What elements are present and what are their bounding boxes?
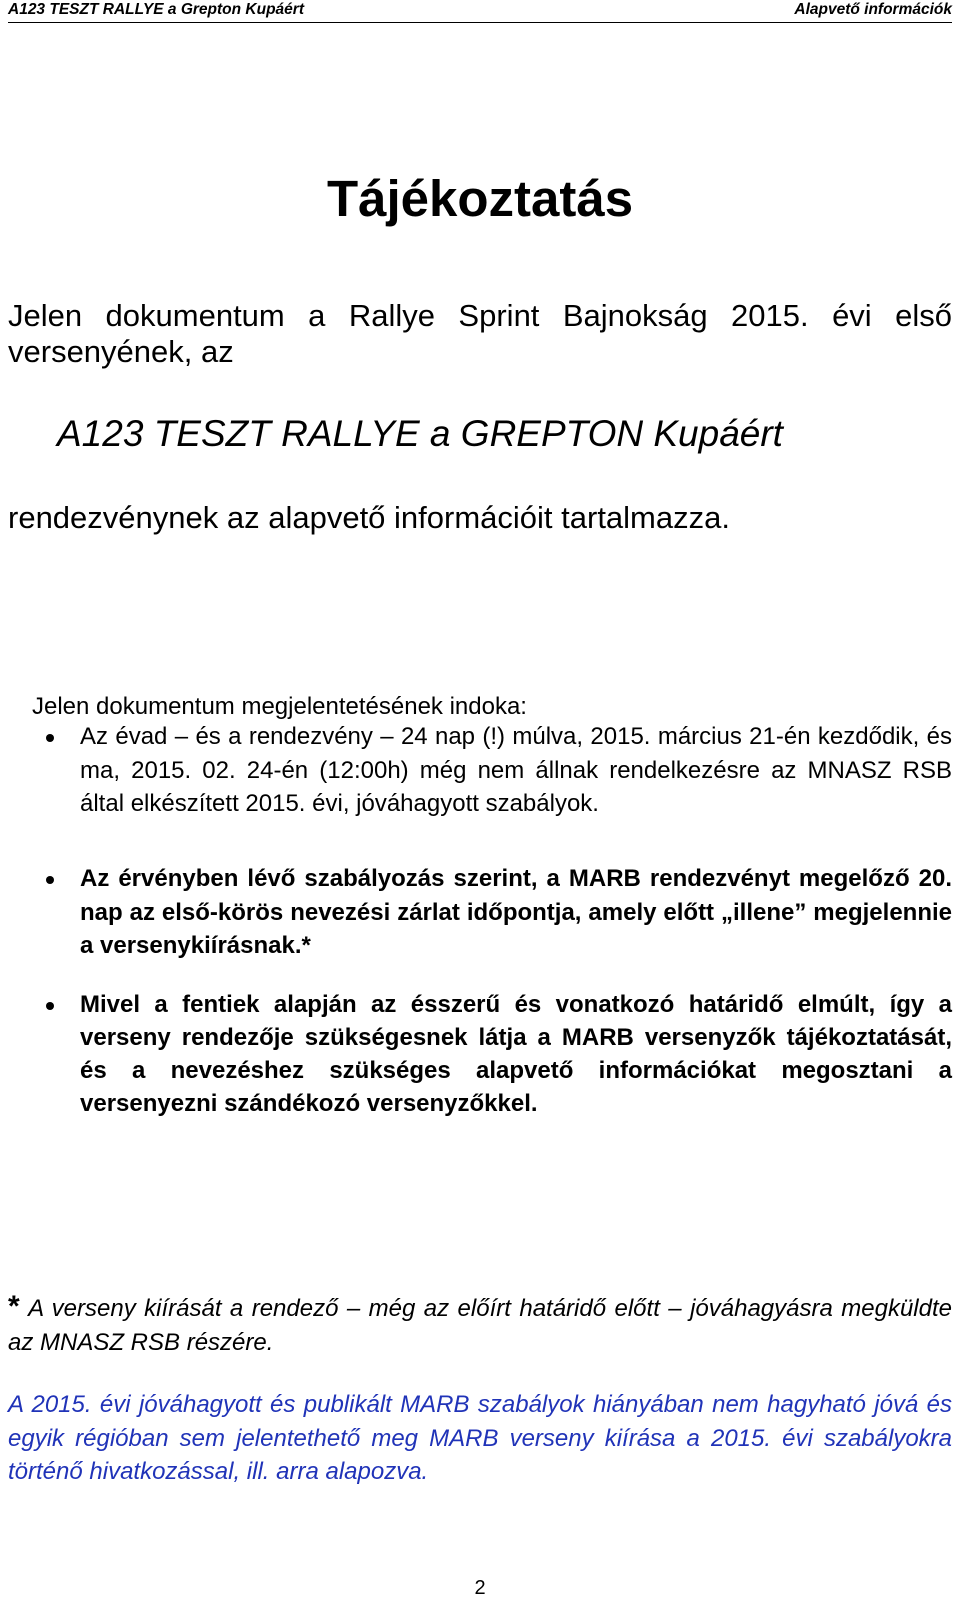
footnote-marker: * [8,1290,20,1323]
bullet-item [80,988,952,1120]
footnote [8,1290,952,1359]
footnote-text: A verseny kiírását a rendező – még az előírt határidő előtt – jóváhagyásra megküldte az MNASZ RSB részére. [8,1295,953,1356]
bullet-icon [46,734,54,742]
page-number: 2 [474,1577,486,1599]
running-header [8,0,952,23]
bullet-icon [46,876,54,884]
page-title: Tájékoztatás [326,170,634,227]
bullet-text: Az évad – és a rendezvény – 24 nap (!) múlva, 2015. március 21-én kezdődik, és ma, 2015. 02. 24-én (12:00h) még nem állnak rendelkezésre az MNASZ RSB által elkészített 2015. évi, jóváhagyott szabályok. [80,723,952,817]
bullet-text: Mivel a fentiek alapján az ésszerű és vonatkozó határidő elmúlt, így a verseny rendezője szükségesnek látja a MARB versenyzők tájékoztatását, és a nevezéshez szükséges alapvető információkat megosztani a versenyezni szándékozó versenyzőkkel. [80,991,952,1117]
bullet-item [80,720,952,821]
reason-heading: Jelen dokumentum megjelentetésének indoka: [32,693,527,720]
intro-paragraph-continued: rendezvénynek az alapvető információit tartalmazza. [8,500,730,535]
event-name: A123 TESZT RALLYE a GREPTON Kupáért [57,413,783,454]
intro-paragraph: Jelen dokumentum a Rallye Sprint Bajnokság 2015. évi első versenyének, az [8,298,952,369]
bullet-item [80,862,952,963]
bullet-text: Az érvényben lévő szabályozás szerint, a MARB rendezvényt megelőző 20. nap az első-körös nevezési zárlat időpontja, amely előtt „illene” megjelennie a versenykiírásnak.* [80,865,952,959]
header-section-title: Alapvető információk [794,1,952,18]
bullet-icon [46,1002,54,1010]
header-document-title: A123 TESZT RALLYE a Grepton Kupáért [8,1,304,18]
blue-notice: A 2015. évi jóváhagyott és publikált MARB szabályok hiányában nem hagyható jóvá és egyik régióban sem jelentethető meg MARB verseny kiírása a 2015. évi szabályokra történő hivatkozással, ill. arra alapozva. [8,1391,952,1485]
